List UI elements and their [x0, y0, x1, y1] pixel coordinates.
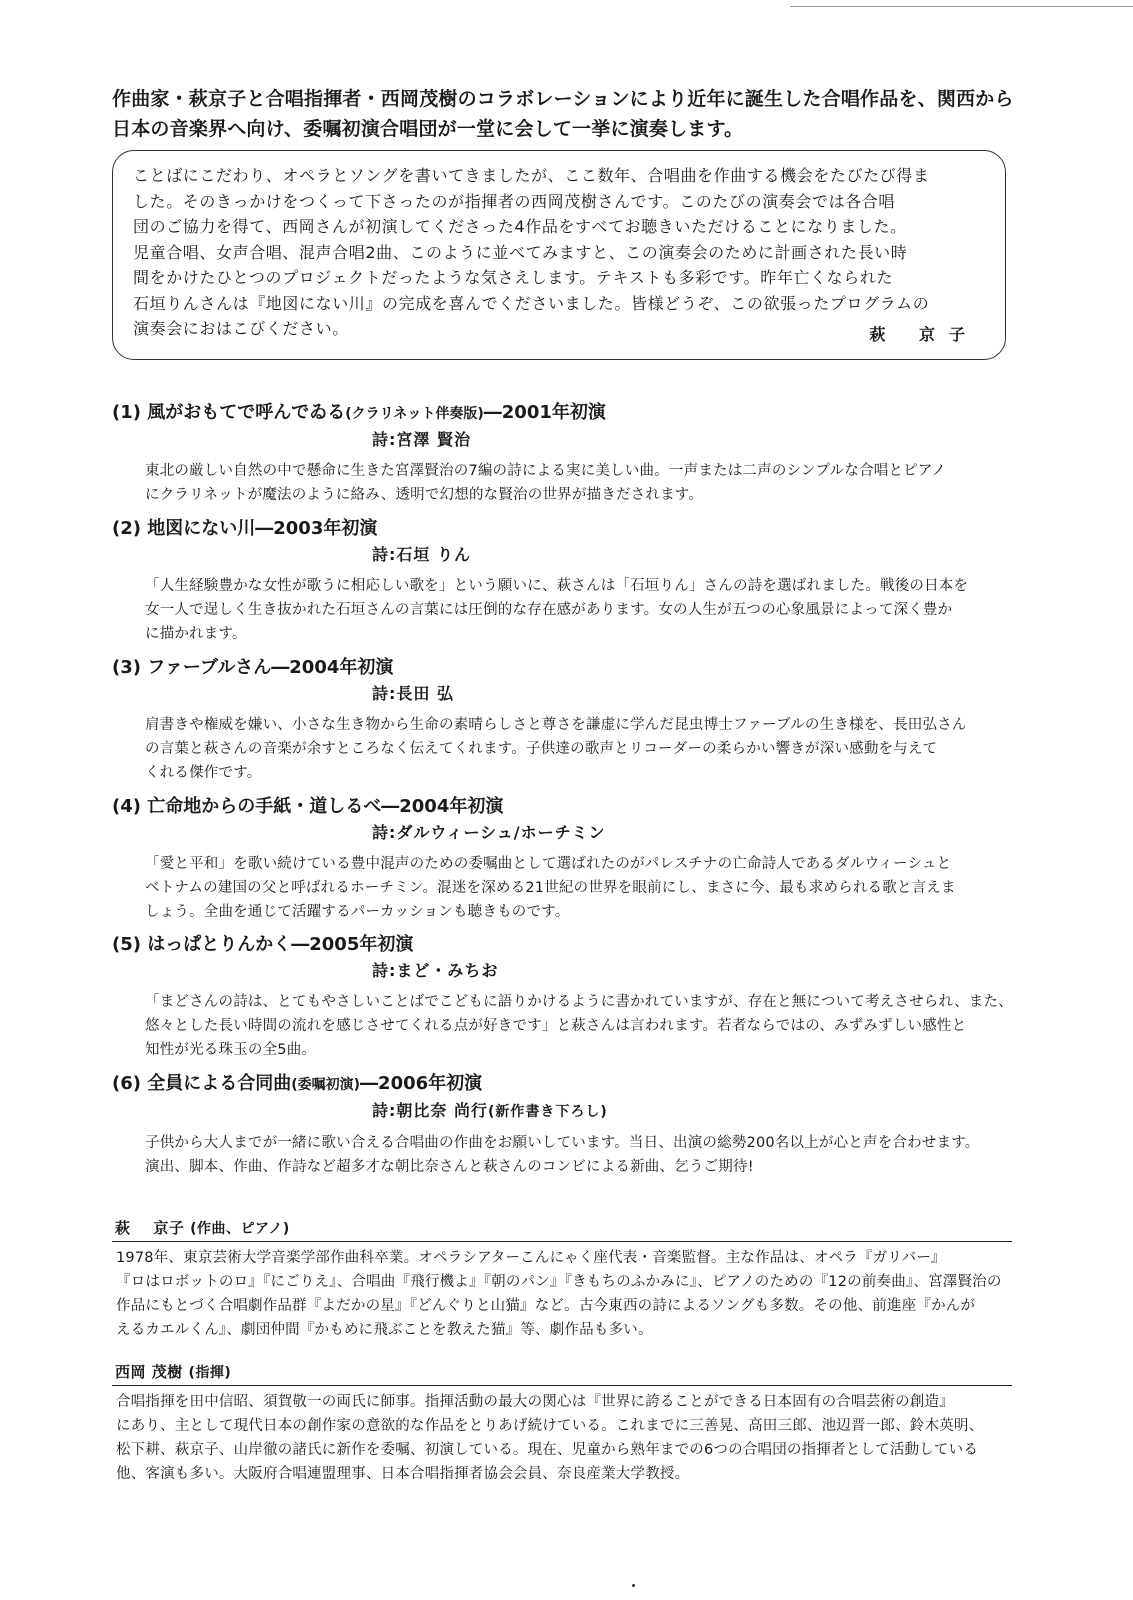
bio-line: 他、客演も多い。大阪府合唱連盟理事、日本合唱指揮者協会会員、奈良産業大学教授。	[116, 1466, 690, 1482]
top-rule	[790, 6, 1133, 7]
description-line: の言葉と萩さんの音楽が余すところなく伝えてくれます。子供達の歌声とリコーダーの柔らかい響きが深い感動を与えて	[145, 741, 938, 757]
bio-line: 合唱指揮を田中信昭、須賀敬一の両氏に師事。指揮活動の最大の関心は『世界に誇ることができる日本固有の合唱芸術の創造』	[116, 1394, 954, 1410]
work-6	[112, 1071, 1032, 1179]
work-poet-text: 詩:朝比奈 尚行	[372, 1101, 488, 1120]
description-line: 肩書きや権威を嫌い、小さな生き物から生命の素晴らしさと尊さを謙虚に学んだ昆虫博士ファーブルの生き様を、長田弘さん	[145, 717, 967, 733]
bio-conductor	[112, 1360, 1012, 1486]
work-description	[145, 990, 1032, 1062]
description-line: に描かれます。	[145, 626, 247, 642]
work-poet: 詩:まど・みちお	[372, 961, 499, 980]
message-line: ことばにこだわり、オペラとソングを書いてきましたが、ここ数年、合唱曲を作曲する機会をたびたび得ま	[133, 166, 930, 185]
description-line: 「人生経験豊かな女性が歌うに相応しい歌を」という願いに、萩さんは「石垣りん」さんの詩を選ばれました。戦後の日本を	[145, 578, 969, 594]
message-line: 児童合唱、女声合唱、混声合唱2曲、このように並べてみますと、この演奏会のために計画された長い時	[133, 242, 908, 262]
work-3	[112, 655, 1032, 785]
work-1	[112, 400, 1032, 507]
work-title-text: (2) 地図にない川	[112, 518, 256, 539]
work-poet-note: (新作書き下ろし)	[487, 1104, 608, 1120]
work-description	[145, 852, 1032, 924]
work-premiere: ―2006年初演	[360, 1073, 483, 1094]
work-title	[112, 932, 1032, 958]
description-line: にクラリネットが魔法のように絡み、透明で幻想的な賢治の世界が描きだされます。	[145, 487, 704, 503]
bio-heading	[112, 1360, 1012, 1386]
work-poet: 詩:長田 弘	[372, 684, 454, 703]
work-title	[112, 794, 1032, 820]
lead-line: 日本の音楽界へ向け、委嘱初演合唱団が一堂に会して一挙に演奏します。	[112, 118, 744, 140]
lead-line: 作曲家・萩京子と合唱指揮者・西岡茂樹のコラボレーションにより近年に誕生した合唱作品を、関西から	[112, 88, 1014, 110]
description-line: 女一人で逞しく生き抜かれた石垣さんの言葉には圧倒的な存在感があります。女の人生が五つの心象風景によって深く豊か	[145, 602, 953, 618]
bio-line: 作品にもとづく合唱劇作品群『よだかの星』『どんぐりと山猫』など。古今東西の詩によるソングも多数。その他、前進座『かんが	[116, 1298, 976, 1314]
work-title-text: (5) はっぱとりんかく	[112, 934, 292, 955]
bio-name: 萩 京子	[115, 1219, 185, 1237]
work-title	[112, 516, 1032, 542]
bio-name: 西岡 茂樹	[115, 1363, 183, 1381]
bio-heading	[112, 1216, 1012, 1242]
composer-message-box	[112, 150, 1006, 360]
message-line: した。そのきっかけをつくって下さったのが指揮者の西岡茂樹さんです。このたびの演奏会では各合唱	[133, 191, 896, 211]
work-premiere: ―2001年初演	[483, 402, 606, 423]
message-line: 間をかけたひとつのプロジェクトだったような気さえします。テキストも多彩です。昨年亡くなられた	[133, 268, 894, 287]
bio-composer	[112, 1216, 1012, 1342]
description-line: くれる傑作です。	[145, 765, 262, 781]
bio-text	[112, 1386, 1012, 1486]
work-title-text: (4) 亡命地からの手紙・道しるべ	[112, 796, 382, 817]
work-premiere: ―2004年初演	[271, 657, 394, 678]
work-poet: 詩:石垣 りん	[372, 545, 471, 564]
work-title-text: (1) 風がおもてで呼んでゐる	[112, 402, 346, 423]
description-line: ベトナムの建国の父と呼ばれるホーチミン。混迷を深める21世紀の世界を眼前にし、まさに今、最も求められる歌と言えま	[145, 880, 956, 896]
bio-line: 1978年、東京芸術大学音楽学部作曲科卒業。オペラシアターこんにゃく座代表・音楽監督。主な作品は、オペラ『ガリバー』	[116, 1250, 946, 1266]
work-title	[112, 400, 1032, 427]
lead-paragraph	[112, 84, 1032, 144]
work-title-sub: (クラリネット伴奏版)	[345, 406, 484, 422]
message-line: 演奏会におはこびください。	[133, 319, 349, 338]
bio-role: (指揮)	[188, 1365, 232, 1381]
work-premiere: ―2004年初演	[381, 796, 504, 817]
description-line: 悠々とした長い時間の流れを感じさせてくれる点が好きです」と萩さんは言われます。若者ならではの、みずみずしい感性と	[145, 1018, 967, 1034]
work-description	[145, 574, 1032, 646]
description-line: 演出、脚本、作曲、作詩など超多才な朝比奈さんと萩さんのコンビによる新曲、乞うご期待!	[145, 1159, 754, 1175]
work-title	[112, 655, 1032, 681]
description-line: 子供から大人までが一緒に歌い合える合唱曲の作曲をお願いしています。当日、出演の総勢200名以上が心と声を合わせます。	[145, 1135, 980, 1151]
work-premiere: ―2003年初演	[255, 518, 378, 539]
work-title-text: (6) 全員による合同曲	[112, 1073, 292, 1094]
work-title-sub: (委嘱初演)	[291, 1077, 361, 1093]
work-poet	[372, 1098, 1032, 1125]
work-description	[145, 713, 1032, 785]
bio-role: (作曲、ピアノ)	[190, 1221, 290, 1237]
work-2	[112, 516, 1032, 646]
work-premiere: ―2005年初演	[291, 934, 414, 955]
work-poet: 詩:宮澤 賢治	[372, 430, 471, 449]
work-title	[112, 1071, 1032, 1098]
bio-line: 『ロはロボットのロ』『にごりえ』、合唱曲『飛行機よ』『朝のパン』『きもちのふかみに』、ピアノのための『12の前奏曲』、宮澤賢治の	[116, 1274, 1002, 1290]
work-description	[145, 1131, 1032, 1179]
description-line: 「まどさんの詩は、とてもやさしいことばでこどもに語りかけるように書かれていますが、存在と無について考えさせられ、また、	[145, 994, 1013, 1010]
work-4	[112, 794, 1032, 924]
message-signature: 萩 京子	[869, 325, 979, 344]
page-mark	[632, 1584, 635, 1587]
description-line: 東北の厳しい自然の中で懸命に生きた宮澤賢治の7編の詩による実に美しい曲。一声または二声のシンプルな合唱とピアノ	[145, 463, 947, 479]
work-description	[145, 459, 1032, 507]
description-line: しょう。全曲を通じて活躍するパーカッションも聴きものです。	[145, 904, 570, 920]
message-line: 団のご協力を得て、西岡さんが初演してくださった4作品をすべてお聴きいただけることになりました。	[133, 217, 907, 236]
description-line: 知性が光る珠玉の全5曲。	[145, 1042, 317, 1058]
bio-line: にあり、主として現代日本の創作家の意欲的な作品をとりあげ続けている。これまでに三善晃、高田三郎、池辺晋一郎、鈴木英明、	[116, 1418, 984, 1434]
work-title-text: (3) ファーブルさん	[112, 657, 272, 678]
message-line: 石垣りんさんは『地図にない川』の完成を喜んでくださいました。皆様どうぞ、この欲張ったプログラムの	[133, 293, 930, 313]
work-5	[112, 932, 1032, 1062]
bio-line: 松下耕、萩京子、山岸徹の諸氏に新作を委嘱、初演している。現在、児童から熟年までの6つの合唱団の指揮者として活動している	[116, 1442, 979, 1458]
description-line: 「愛と平和」を歌い続けている豊中混声のための委嘱曲として選ばれたのがパレスチナの亡命詩人であるダルウィーシュと	[145, 856, 952, 872]
bio-line: えるカエルくん』、劇団仲間『かもめに飛ぶことを教えた猫』等、劇作品も多い。	[116, 1322, 653, 1338]
bio-text	[112, 1242, 1012, 1342]
work-poet: 詩:ダルウィーシュ/ホーチミン	[372, 823, 606, 842]
